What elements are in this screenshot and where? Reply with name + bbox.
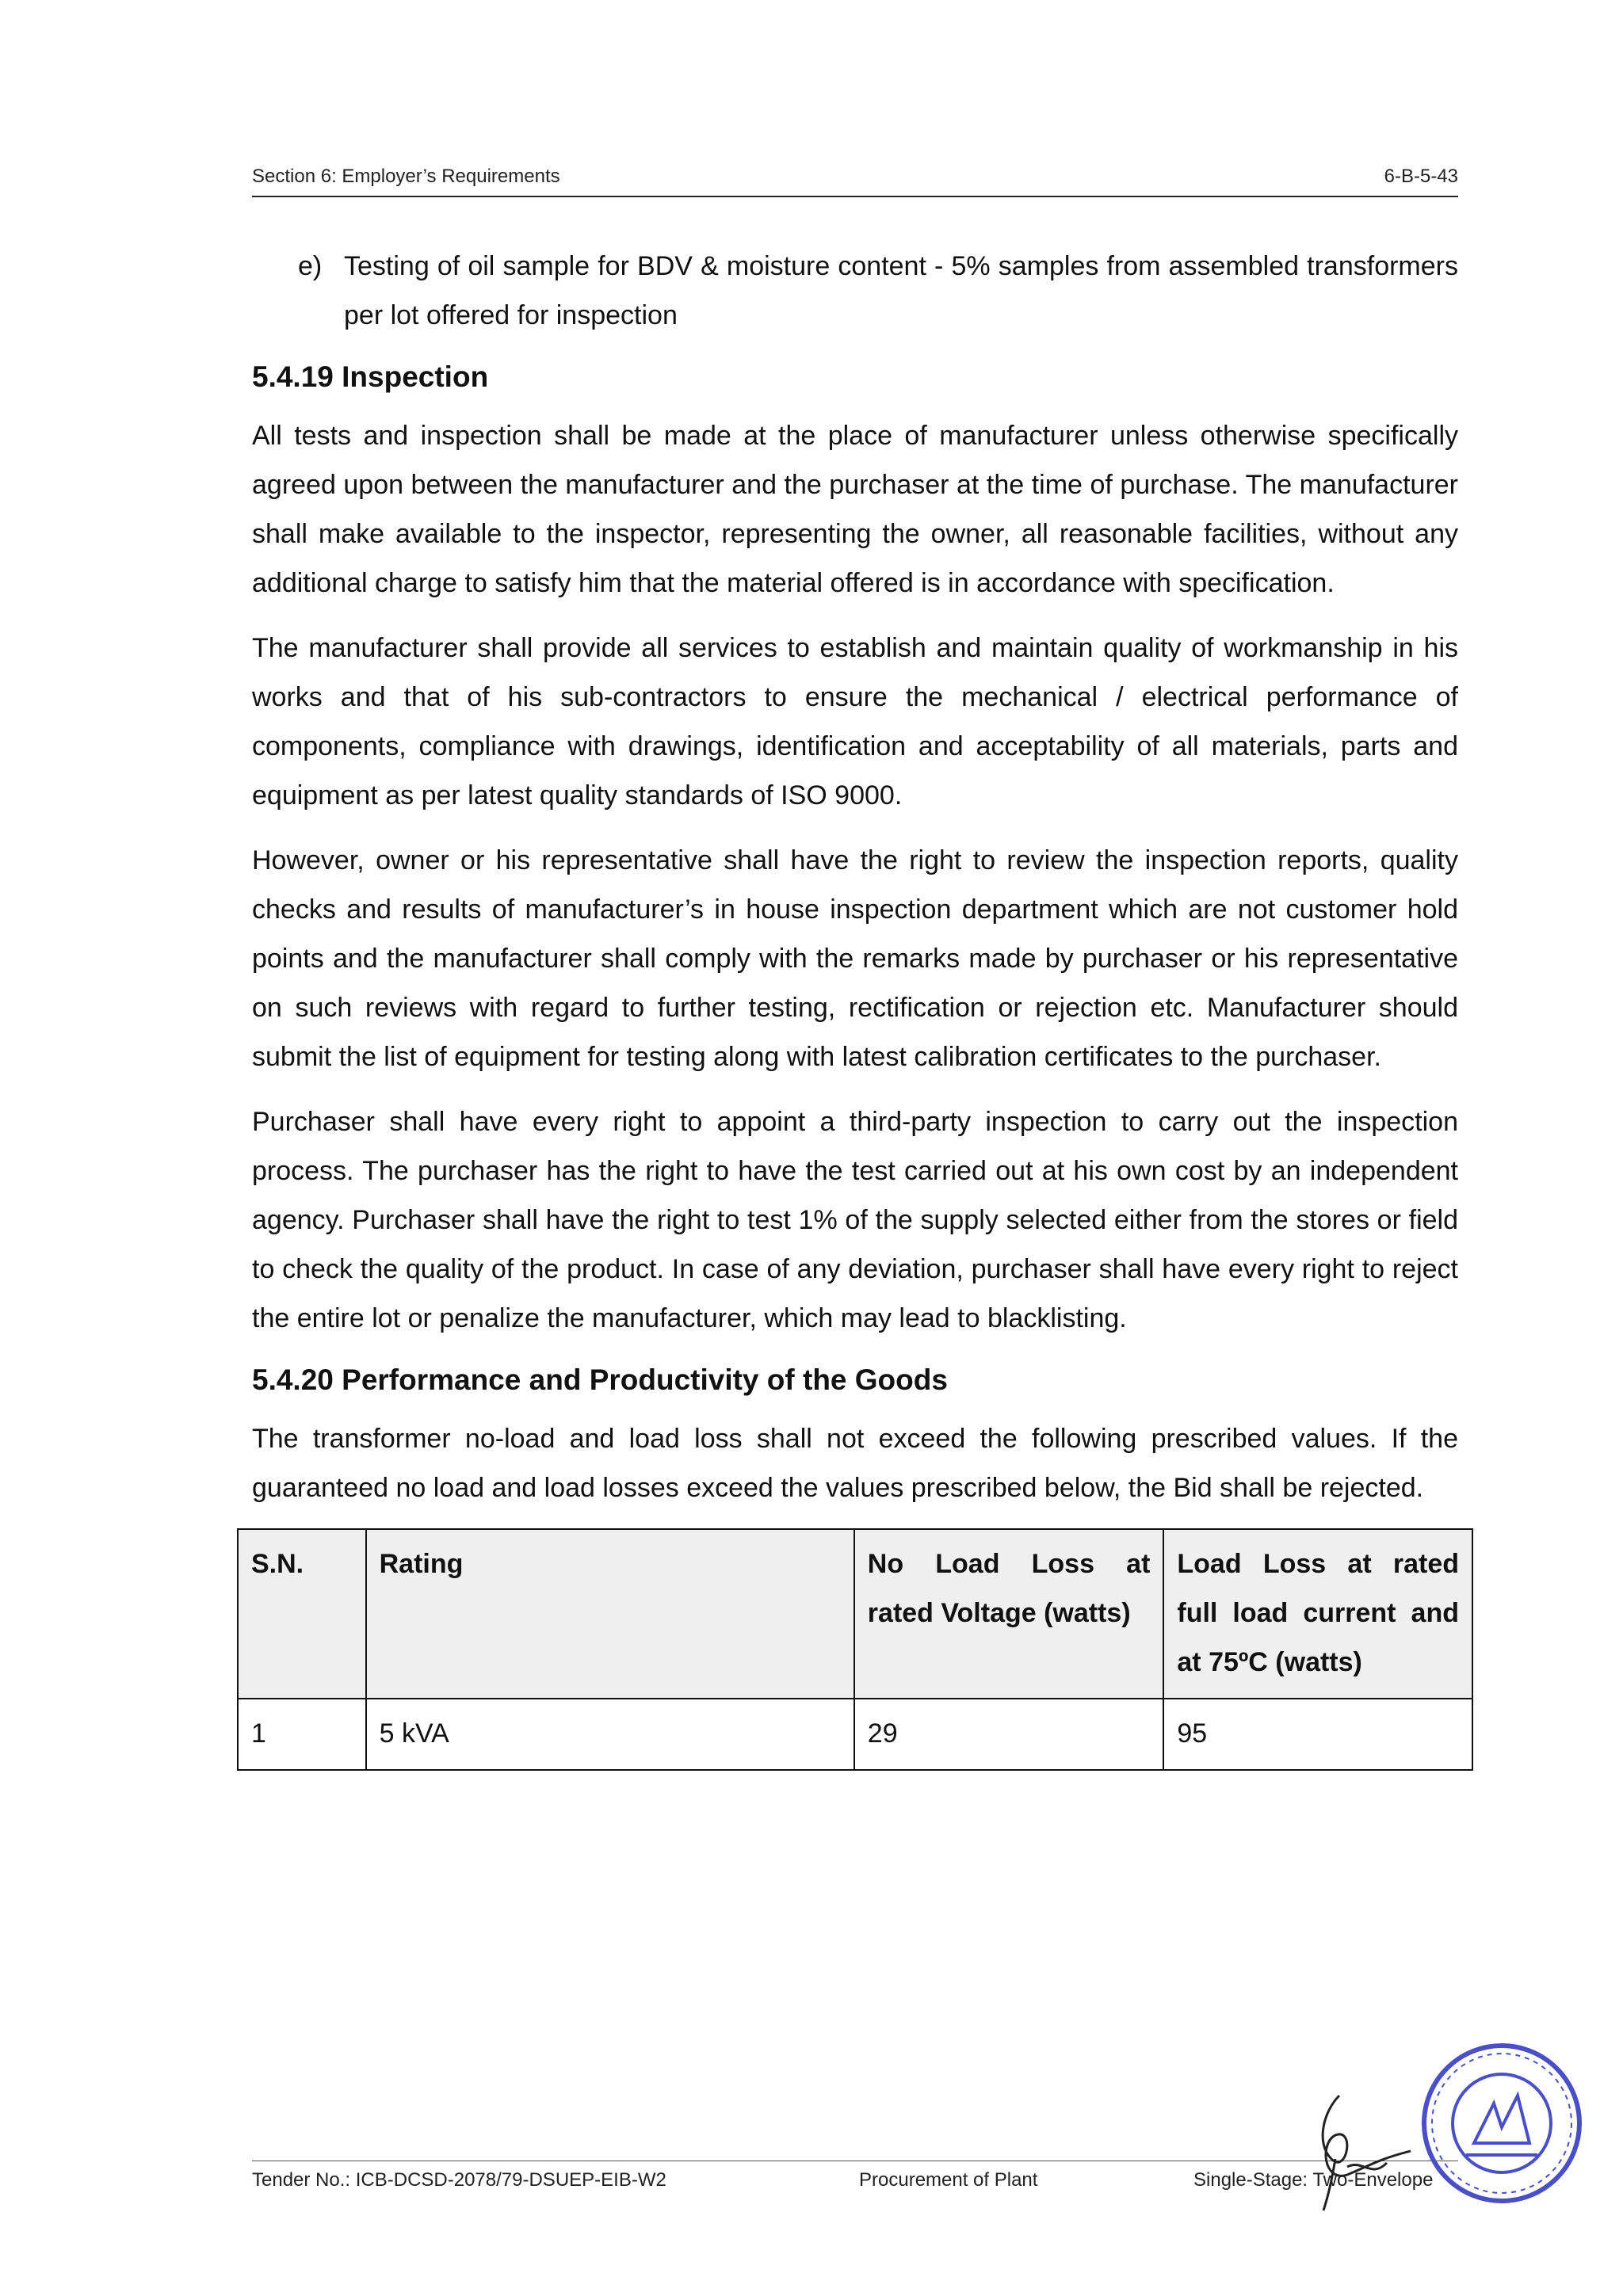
column-header-no-load-loss: No Load Loss at rated Voltage (watts) <box>854 1529 1164 1699</box>
loss-table <box>237 1528 1473 1771</box>
stamp-seal-icon <box>1419 2040 1585 2206</box>
table-cell: 29 <box>854 1699 1164 1770</box>
envelope-stage: Single-Stage: Two-Envelope <box>1193 2169 1434 2191</box>
table-row <box>238 1699 1472 1770</box>
column-header-rating: Rating <box>366 1529 854 1699</box>
table-cell: 95 <box>1163 1699 1472 1770</box>
procurement-type: Procurement of Plant <box>859 2169 1038 2191</box>
list-text: Testing of oil sample for BDV & moisture content - 5% samples from assembled transformers per lot offered for inspection <box>344 251 1458 330</box>
list-item <box>298 242 1458 340</box>
section-heading-performance: 5.4.20 Performance and Productivity of the Goods <box>252 1363 948 1396</box>
page-header <box>252 166 1458 197</box>
page-footer <box>252 2161 1458 2191</box>
table-cell: 1 <box>238 1699 366 1770</box>
section-title: Section 6: Employer’s Requirements <box>252 166 560 187</box>
paragraph: The manufacturer shall provide all services to establish and maintain quality of workmanship in his works and that of his sub-contractors to ensure the mechanical / electrical performance of components, compliance with drawings, identification and acceptability of all materials, parts and equipment as per latest quality standards of ISO 9000. <box>252 633 1458 810</box>
section-heading-inspection: 5.4.19 Inspection <box>252 360 489 393</box>
tender-number: Tender No.: ICB-DCSD-2078/79-DSUEP-EIB-W2 <box>252 2169 666 2191</box>
document-body <box>252 242 1458 1771</box>
paragraph: All tests and inspection shall be made at the place of manufacturer unless otherwise specifically agreed upon between the manufacturer and the purchaser at the time of purchase. The manufacturer shall make available to the inspector, representing the owner, all reasonable facilities, without any additional charge to satisfy him that the material offered is in accordance with specification. <box>252 421 1458 598</box>
paragraph: The transformer no-load and load loss shall not exceed the following prescribed values. If the guaranteed no load and load losses exceed the values prescribed below, the Bid shall be rejected. <box>252 1424 1458 1503</box>
list-marker: e) <box>298 251 323 281</box>
signature-icon <box>1292 2080 1419 2214</box>
column-header-load-loss: Load Loss at rated full load current and at 75ºC (watts) <box>1163 1529 1472 1699</box>
paragraph: However, owner or his representative shall have the right to review the inspection reports, quality checks and results of manufacturer’s in house inspection department which are not customer hold points and the manufacturer shall comply with the remarks made by purchaser or his representative on such reviews with regard to further testing, rectification or rejection etc. Manufacturer should submit the list of equipment for testing along with latest calibration certificates to the purchaser. <box>252 845 1458 1072</box>
table-cell: 5 kVA <box>366 1699 854 1770</box>
column-header-sn: S.N. <box>238 1529 366 1699</box>
page-number: 6-B-5-43 <box>1384 166 1458 187</box>
table-header-row <box>238 1529 1472 1699</box>
paragraph: Purchaser shall have every right to appoint a third-party inspection to carry out the inspection process. The purchaser has the right to have the test carried out at his own cost by an independent agency. Purchaser shall have the right to test 1% of the supply selected either from the stores or field to check the quality of the product. In case of any deviation, purchaser shall have every right to reject the entire lot or penalize the manufacturer, which may lead to blacklisting. <box>252 1107 1458 1333</box>
